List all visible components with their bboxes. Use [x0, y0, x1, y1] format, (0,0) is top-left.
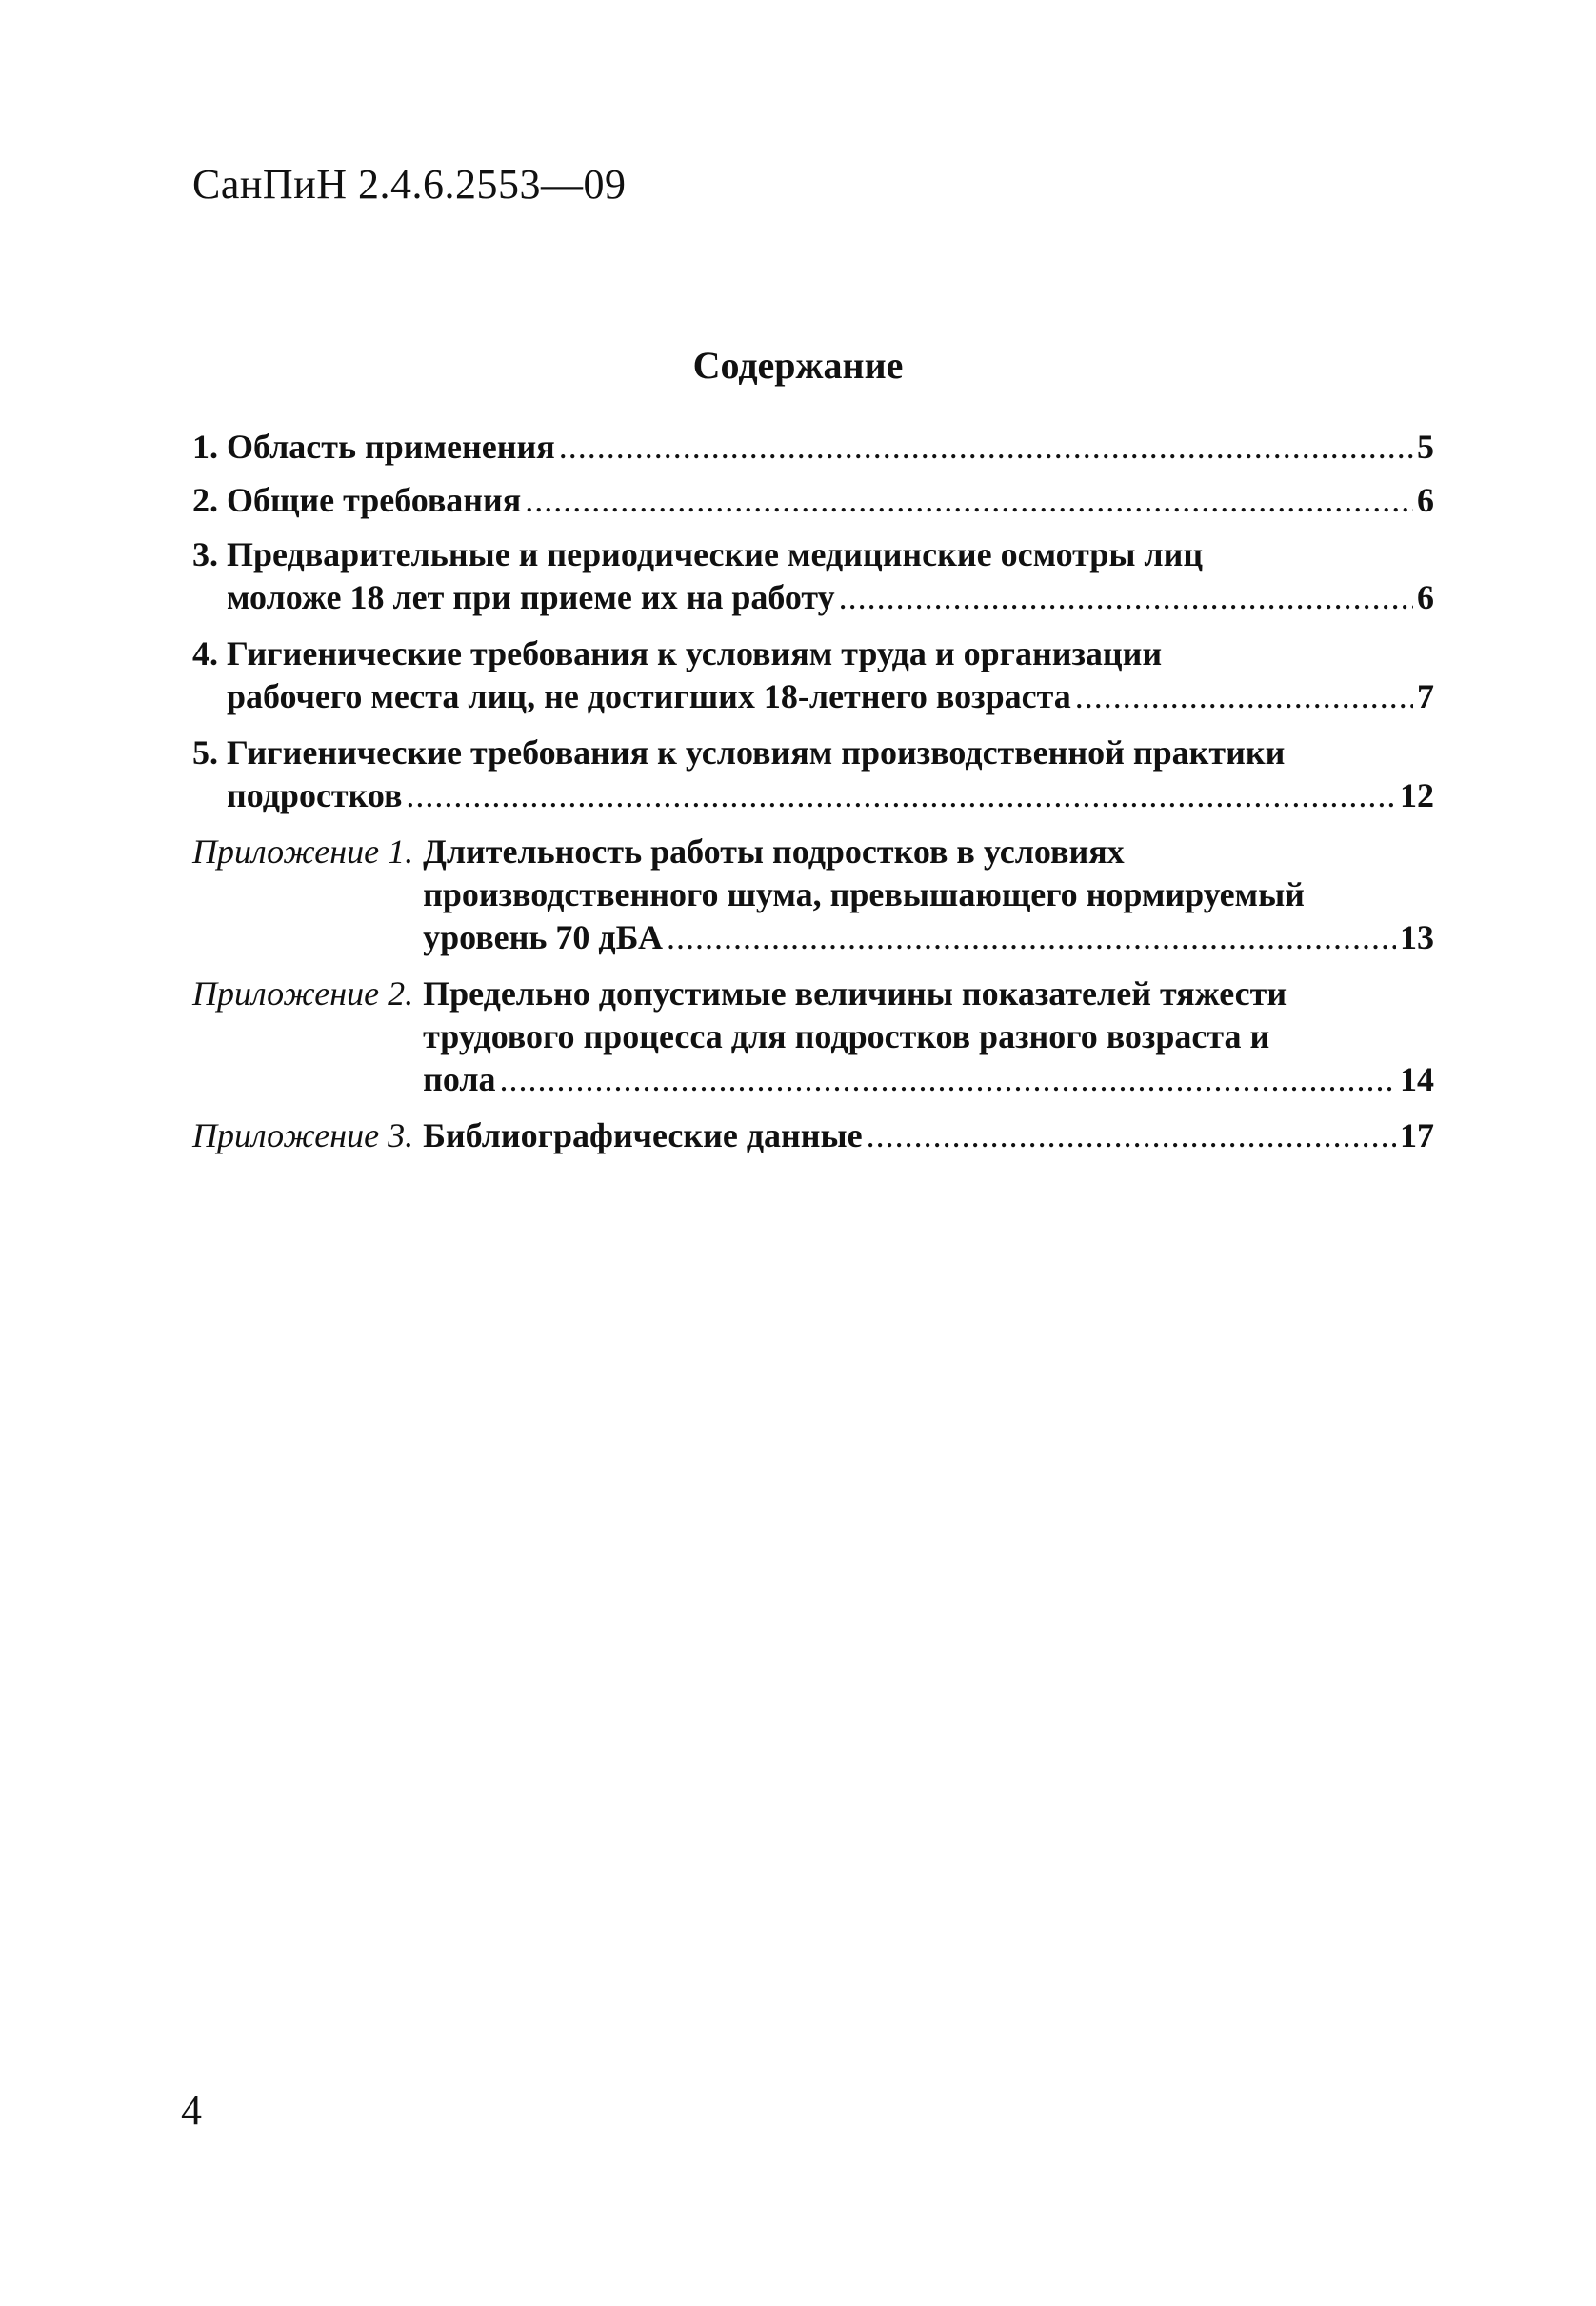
toc-entry-text: подростков: [227, 776, 403, 814]
dot-leader: [867, 1114, 1396, 1157]
toc-page-number: 17: [1400, 1116, 1434, 1154]
toc-entry-text: производственного шума, превышающего нормируемый: [423, 875, 1305, 913]
toc-entry-text: Библиографические данные: [423, 1116, 863, 1154]
toc-title: Содержание: [692, 344, 904, 387]
dot-leader: [667, 916, 1396, 959]
toc-entry-text: 1. Область применения: [192, 428, 555, 466]
appendix-label: Приложение 3.: [192, 1116, 414, 1154]
dot-leader: [500, 1058, 1396, 1101]
toc-entry-text: пола: [423, 1060, 496, 1098]
toc-page-number: 6: [1417, 578, 1434, 616]
toc-page-number: 6: [1417, 481, 1434, 519]
toc-entry-text: 5. Гигиенические требования к условиям производственной практики: [192, 733, 1286, 772]
toc-page-number: 14: [1400, 1060, 1434, 1098]
toc-entry-text: Длительность работы подростков в условиях: [423, 832, 1125, 871]
toc-entry-appendix-1[interactable]: [192, 831, 1434, 959]
toc-entry-appendix-3[interactable]: [192, 1114, 1434, 1157]
page-number: 4: [181, 2087, 202, 2134]
toc-entry-text: Предельно допустимые величины показателей тяжести: [423, 974, 1287, 1013]
toc-entry-text: трудового процесса для подростков разного возраста и: [423, 1017, 1270, 1055]
toc-entry-appendix-2[interactable]: [192, 973, 1434, 1101]
dot-leader: [1075, 675, 1413, 718]
document-code: СанПиН 2.4.6.2553—09: [192, 161, 627, 208]
toc-entry-section-1[interactable]: [192, 427, 1434, 467]
toc-entry-text: 4. Гигиенические требования к условиям труда и организации: [192, 634, 1163, 672]
toc-page-number: 12: [1400, 776, 1434, 814]
toc-page-number: 5: [1417, 428, 1434, 466]
toc-page-number: 7: [1417, 677, 1434, 715]
toc-entry-text: рабочего места лиц, не достигших 18-летнего возраста: [227, 677, 1071, 715]
toc-page-number: 13: [1400, 918, 1434, 956]
dot-leader: [525, 480, 1413, 520]
toc-entry-section-5[interactable]: [192, 732, 1434, 817]
dot-leader: [839, 576, 1413, 619]
appendix-label: Приложение 2.: [192, 974, 414, 1013]
toc-entry-section-2[interactable]: [192, 480, 1434, 520]
toc-entry-text: моложе 18 лет при приеме их на работу: [227, 578, 835, 616]
toc-entry-text: 3. Предварительные и периодические медицинские осмотры лиц: [192, 535, 1204, 573]
toc-entry-text: уровень 70 дБА: [423, 918, 663, 956]
dot-leader: [559, 427, 1413, 467]
dot-leader: [406, 774, 1396, 817]
appendix-label: Приложение 1.: [192, 832, 414, 871]
table-of-contents: [192, 427, 1434, 1171]
toc-entry-section-3[interactable]: [192, 533, 1434, 619]
toc-entry-section-4[interactable]: [192, 632, 1434, 718]
toc-entry-text: 2. Общие требования: [192, 481, 522, 519]
